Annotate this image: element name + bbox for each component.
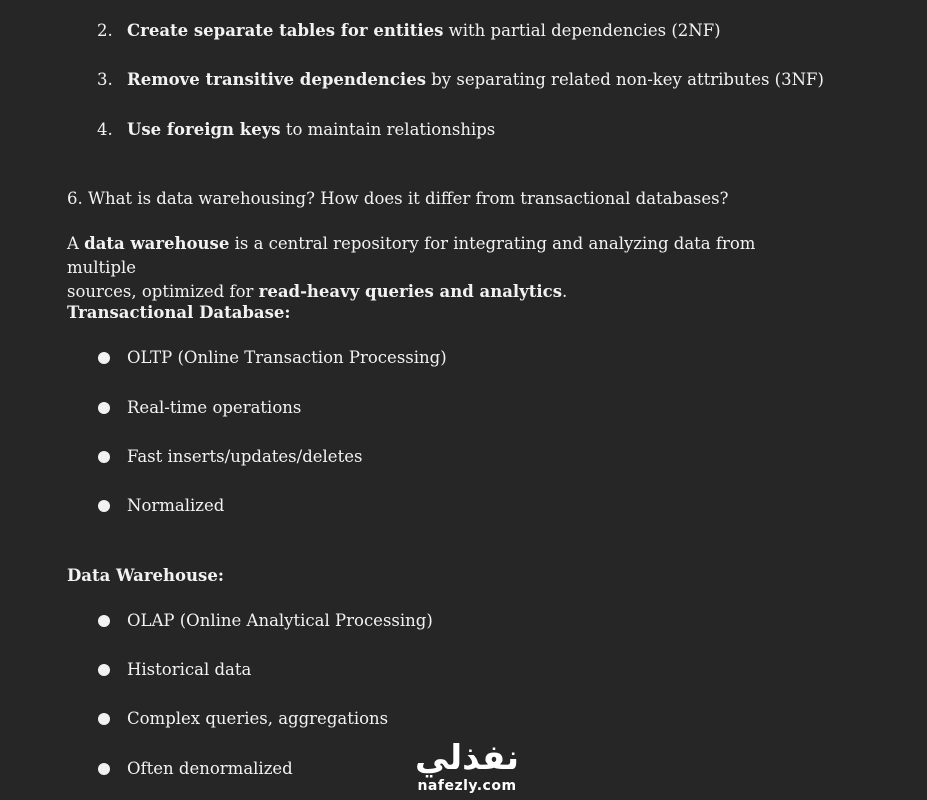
bullet-text: OLAP (Online Analytical Processing) <box>127 611 433 630</box>
intro-bold-term: data warehouse <box>84 234 230 253</box>
list-item-rest: to maintain relationships <box>280 120 496 139</box>
intro-text: . <box>561 282 568 301</box>
list-number: 4. <box>97 120 113 139</box>
list-number: 2. <box>97 21 113 40</box>
question-heading: 6. What is data warehousing? How does it differ from transactional databases? <box>67 189 729 208</box>
bullet-icon <box>98 664 110 676</box>
list-item-text <box>127 19 721 43</box>
intro-text: A <box>67 234 85 253</box>
list-item-text <box>127 118 495 142</box>
transactional-heading: Transactional Database: <box>67 303 291 322</box>
list-item-text <box>127 68 824 92</box>
bullet-icon <box>98 763 110 775</box>
list-item-bold: Remove transitive dependencies <box>127 70 426 89</box>
bullet-icon <box>98 451 110 463</box>
bullet-text: Real-time operations <box>127 398 302 417</box>
list-item-bold: Use foreign keys <box>127 120 281 139</box>
intro-bold-term: read-heavy queries and analytics <box>258 282 562 301</box>
intro-text: sources, optimized for <box>67 282 259 301</box>
list-item-rest: with partial dependencies (2NF) <box>443 21 721 40</box>
bullet-text: Fast inserts/updates/deletes <box>127 447 363 466</box>
bullet-icon <box>98 402 110 414</box>
warehouse-heading: Data Warehouse: <box>67 566 224 585</box>
bullet-text: Normalized <box>127 496 225 515</box>
intro-text: is a central repository for integrating and analyzing data from multiple <box>67 234 756 277</box>
bullet-icon <box>98 713 110 725</box>
list-item-bold: Create separate tables for entities <box>127 21 444 40</box>
bullet-text: Complex queries, aggregations <box>127 709 389 728</box>
bullet-text: Often denormalized <box>127 759 293 778</box>
bullet-text: OLTP (Online Transaction Processing) <box>127 348 447 367</box>
bullet-icon <box>98 500 110 512</box>
list-number: 3. <box>97 70 113 89</box>
bullet-icon <box>98 615 110 627</box>
watermark-url: nafezly.com <box>417 778 517 794</box>
list-item-rest: by separating related non-key attributes (3NF) <box>425 70 824 89</box>
watermark-arabic: نفذلي <box>414 738 520 778</box>
bullet-text: Historical data <box>127 660 252 679</box>
intro-paragraph <box>67 232 807 304</box>
bullet-icon <box>98 352 110 364</box>
watermark-logo <box>405 738 529 800</box>
